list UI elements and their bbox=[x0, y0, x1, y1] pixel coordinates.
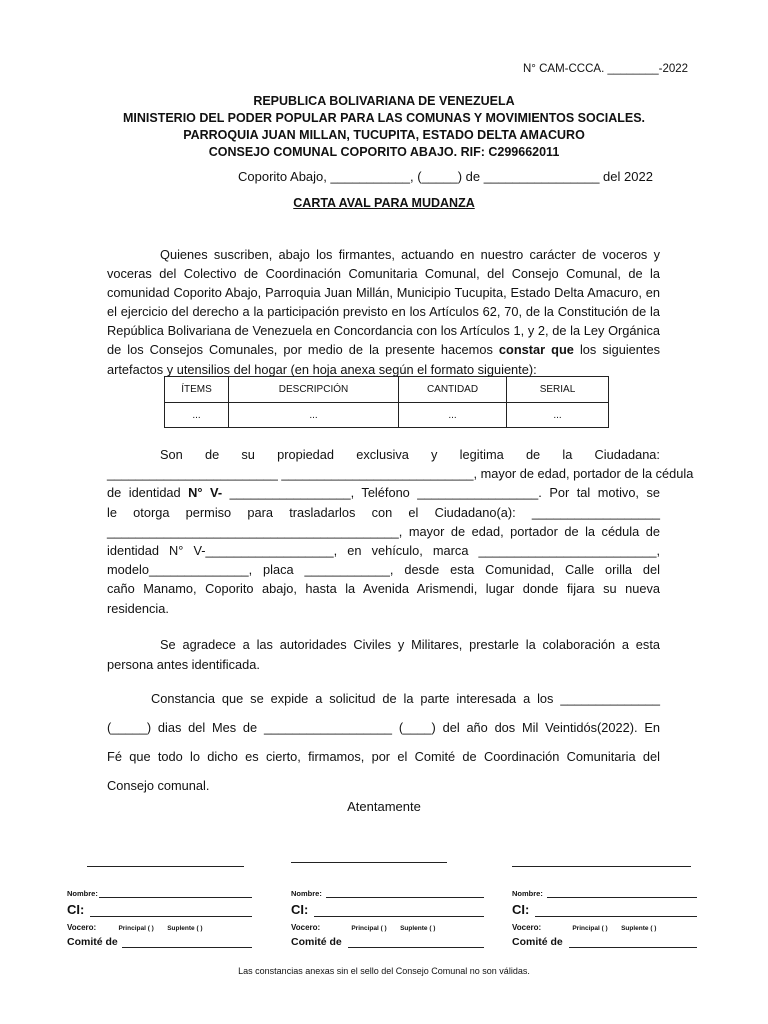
document-number: N° CAM-CCCA. ________-2022 bbox=[523, 63, 689, 75]
col-quantity: CANTIDAD bbox=[399, 377, 507, 403]
ownership-line-3: de identidad N° V- _________________, Teléfono _________________. Por tal motivo, se bbox=[107, 485, 660, 501]
signature-line-right bbox=[512, 866, 691, 867]
table-row bbox=[165, 403, 609, 428]
ownership-line-4: le otorga permiso para trasladarlos con el Ciudadano(a): __________________ bbox=[107, 504, 660, 520]
col-serial: SERIAL bbox=[507, 377, 609, 403]
intro-text-b: los siguientes artefactos y utensilios del hogar (en hoja anexa según el formato siguiente): bbox=[107, 342, 660, 377]
ownership-line-1: Son de su propiedad exclusiva y legitima de la Ciudadana: bbox=[160, 447, 660, 462]
closing: Atentamente bbox=[347, 799, 421, 814]
ownership-line-5: _________________________________________, mayor de edad, portador de la cédula de bbox=[107, 523, 660, 539]
header-republic: REPUBLICA BOLIVARIANA DE VENEZUELA bbox=[253, 94, 515, 108]
ownership-line-2: ________________________ ___________________________, mayor de edad, portador de la cédula bbox=[107, 466, 694, 482]
intro-bold: constar que bbox=[498, 342, 574, 358]
items-table bbox=[164, 376, 609, 428]
signature-block-left: Nombre: CI: Vocero: Principal ( ) Suplente ( ) Comité de bbox=[67, 886, 252, 948]
signature-block-center: Nombre: CI: Vocero: Principal ( ) Suplente ( ) Comité de bbox=[291, 886, 484, 948]
date-line: Coporito Abajo, ___________, (_____) de ________________ del 2022 bbox=[238, 169, 653, 184]
cell-serial: ... bbox=[507, 403, 609, 428]
header-ministry: MINISTERIO DEL PODER POPULAR PARA LAS COMUNAS Y MOVIMIENTOS SOCIALES. bbox=[122, 111, 646, 125]
constancy-line-3: Fé que todo lo dicho es cierto, firmamos, por el Comité de Coordinación Comunitaria del bbox=[107, 749, 660, 764]
thanks-paragraph: Se agradece a las autoridades Civiles y Militares, prestarle la colaboración a esta persona antes identificada. bbox=[107, 637, 660, 672]
constancy-line-1: Constancia que se expide a solicitud de la parte interesada a los ______________ bbox=[151, 691, 660, 706]
document-title: CARTA AVAL PARA MUDANZA bbox=[293, 196, 475, 210]
signature-block-right: Nombre: CI: Vocero: Principal ( ) Suplente ( ) Comité de bbox=[512, 886, 697, 948]
header-council: CONSEJO COMUNAL COPORITO ABAJO. RIF: C299662011 bbox=[208, 145, 560, 159]
intro-paragraph bbox=[107, 245, 660, 379]
intro-text-a: Quienes suscriben, abajo los firmantes, actuando en nuestro carácter de voceros y voceras del Colectivo de Coordinación Comunitaria Comunal, del Consejo Comunal, de la comunidad Coporito Abajo, Parroquia Juan Millán, Municipio Tucupita, Estado Delta Amacuro, en el ejercicio del derecho a la participación previsto en los Artículos 62, 70, de la Constitución de la República Bolivariana de Venezuela en Concordancia con los Artículos 1, y 2, de la Ley Orgánica de los Consejos Comunales, por medio de la presente hacemos bbox=[107, 247, 660, 358]
ownership-line-9: residencia. bbox=[107, 600, 169, 616]
cell-description: ... bbox=[229, 403, 399, 428]
signature-line-center bbox=[291, 862, 447, 863]
col-description: DESCRIPCIÓN bbox=[229, 377, 399, 403]
constancy-line-2: (_____) dias del Mes de __________________ (____) del año dos Mil Veintidós(2022). En bbox=[107, 720, 660, 735]
header-parish: PARROQUIA JUAN MILLAN, TUCUPITA, ESTADO DELTA AMACURO bbox=[183, 128, 585, 142]
ownership-line-7: modelo______________, placa ____________, desde esta Comunidad, Calle orilla del bbox=[107, 562, 660, 578]
cell-quantity: ... bbox=[399, 403, 507, 428]
col-items: ÍTEMS bbox=[165, 377, 229, 403]
constancy-paragraph bbox=[107, 684, 660, 800]
signature-line-left bbox=[87, 866, 244, 867]
ownership-paragraph bbox=[107, 445, 694, 618]
ownership-line-6: identidad N° V-__________________, en vehículo, marca _________________________, bbox=[107, 542, 660, 558]
cell-items: ... bbox=[165, 403, 229, 428]
ownership-line-8: caño Manamo, Coporito abajo, hasta la Avenida Arismendi, lugar donde fijara su nueva bbox=[107, 581, 660, 597]
footer-note: Las constancias anexas sin el sello del Consejo Comunal no son válidas. bbox=[238, 966, 530, 976]
constancy-line-4: Consejo comunal. bbox=[107, 778, 210, 793]
